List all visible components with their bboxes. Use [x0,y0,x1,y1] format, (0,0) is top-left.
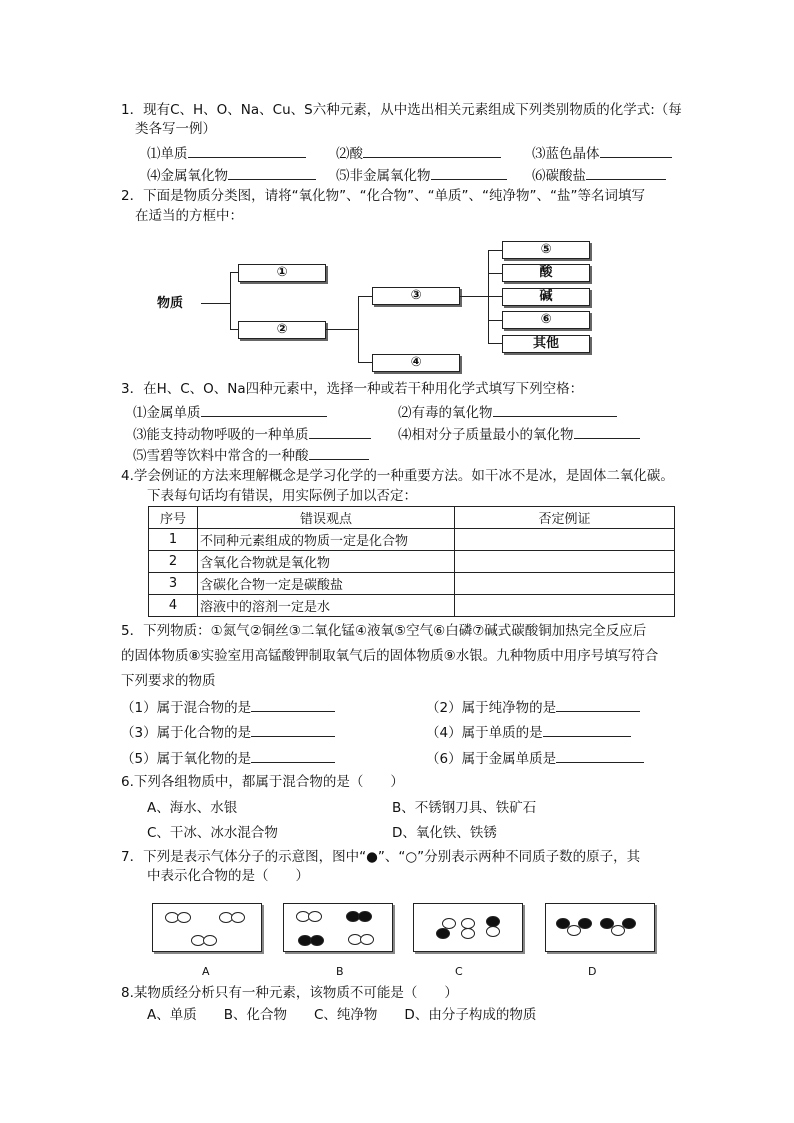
box-6[interactable]: ⑥ [502,311,590,329]
q2-stem: 2．下面是物质分类图，请将“氧化物”、“化合物”、“单质”、“纯净物”、“盐”等名词填写 [121,188,646,204]
q1-item: ⑸非金属氧化物 [336,165,507,185]
q8-stem: 8.某物质经分析只有一种元素，该物质不可能是（ ） [121,985,458,1001]
white-atom [360,934,374,945]
table-row [149,573,675,595]
answer-blank[interactable] [309,424,371,439]
diagram-label-a: A [202,965,210,978]
q6-stem: 6.下列各组物质中，都属于混合物的是（ ） [121,774,404,790]
connector [230,329,238,330]
box-other: 其他 [502,335,590,353]
box-1[interactable]: ① [238,264,326,282]
q3-item: ⑵有毒的氧化物 [398,402,617,422]
answer-blank[interactable] [431,165,507,180]
q3-item: ⑶能支持动物呼吸的一种单质 [133,424,371,444]
box-5[interactable]: ⑤ [502,241,590,259]
answer-blank[interactable] [251,748,335,763]
q3-stem: 3．在H、C、O、Na四种元素中，选择一种或若干种用化学式填写下列空格： [121,381,584,397]
white-atom [177,912,191,923]
q7-stem-cont: 中表示化合物的是（ ） [147,868,309,884]
molecule-diagram-d[interactable] [545,903,655,952]
q5-item: （2）属于纯净物的是 [426,697,640,717]
answer-blank[interactable] [251,697,335,712]
black-atom [578,918,592,929]
answer-blank[interactable] [543,722,631,737]
answer-blank[interactable] [493,402,617,417]
white-atom [231,912,245,923]
answer-blank[interactable] [309,445,369,460]
q1-stem-cont: 类各写一例） [135,121,216,137]
counter-example-cell[interactable] [455,573,675,595]
q5-stem-cont: 下列要求的物质 [121,673,216,689]
q5-item: （5）属于氧化物的是 [121,748,335,768]
table-row [149,595,675,617]
connector [358,362,372,363]
wrong-view: 溶液中的溶剂一定是水 [198,595,455,617]
box-base: 碱 [502,288,590,306]
q5-stem-cont: 的固体物质⑧实验室用高锰酸钾制取氧气后的固体物质⑨水银。九种物质中用序号填写符合 [121,648,659,664]
molecule-diagram-c[interactable] [413,903,523,952]
connector [488,296,502,297]
table-row [149,529,675,551]
white-atom [308,911,322,922]
table-header-row [149,507,675,529]
q5-item: （4）属于单质的是 [426,722,631,742]
counter-example-cell[interactable] [455,529,675,551]
root-label: 物质 [157,296,184,311]
q4-stem-cont: 下表每句话均有错误，用实际例子加以否定： [147,488,417,504]
row-number: 1 [149,529,198,551]
molecule-diagram-b[interactable] [283,903,393,952]
connector [326,329,358,330]
black-atom [358,911,372,922]
q1-stem: 1．现有C、H、O、Na、Cu、S六种元素，从中选出相关元素组成下列类别物质的化学式:（每 [121,102,682,118]
answer-blank[interactable] [228,165,316,180]
answer-blank[interactable] [251,722,335,737]
q1-item: ⑷金属氧化物 [147,165,316,185]
col-header: 否定例证 [455,507,675,529]
white-atom [203,935,217,946]
connector [488,320,502,321]
row-number: 4 [149,595,198,617]
q3-item: ⑸雪碧等饮料中常含的一种酸 [133,445,369,465]
diagram-label-b: B [336,965,344,978]
q2-stem-cont: 在适当的方框中： [135,208,243,224]
counter-example-cell[interactable] [455,551,675,573]
q3-item: ⑴金属单质 [133,402,327,422]
connector [230,272,238,273]
connector [358,296,372,297]
wrong-view: 含氧化合物就是氧化物 [198,551,455,573]
answer-blank[interactable] [363,143,501,158]
q5-item: （3）属于化合物的是 [121,722,335,742]
q4-stem: 4.学会例证的方法来理解概念是学习化学的一种重要方法。如干冰不是冰，是固体二氧化碳。 [121,468,674,484]
answer-blank[interactable] [201,402,327,417]
error-table [148,506,675,617]
connector [488,250,502,251]
counter-example-cell[interactable] [455,595,675,617]
option-b[interactable]: B、不锈钢刀具、铁矿石 [392,800,537,816]
row-number: 2 [149,551,198,573]
box-4[interactable]: ④ [372,354,460,372]
q5-stem: 5．下列物质：①氮气②铜丝③二氧化锰④液氧⑤空气⑥白磷⑦碱式碳酸铜加热完全反应后 [121,623,647,639]
black-atom [622,918,636,929]
connector [460,296,488,297]
answer-blank[interactable] [574,424,640,439]
option-a[interactable]: A、海水、水银 [147,800,238,816]
black-atom [436,928,450,939]
row-number: 3 [149,573,198,595]
answer-blank[interactable] [556,748,644,763]
box-2[interactable]: ② [238,321,326,339]
diagram-label-d: D [588,965,597,978]
box-3[interactable]: ③ [372,287,460,305]
wrong-view: 不同种元素组成的物质一定是化合物 [198,529,455,551]
q1-item: ⑹碳酸盐 [532,165,666,185]
connector [488,343,502,344]
diagram-label-c: C [455,965,463,978]
q1-item: ⑵酸 [336,143,501,163]
box-acid: 酸 [502,264,590,282]
connector [201,303,230,304]
q1-item: ⑴单质 [147,143,306,163]
q3-item: ⑷相对分子质量最小的氧化物 [398,424,640,444]
col-header: 序号 [149,507,198,529]
white-atom [461,928,475,939]
answer-blank[interactable] [586,165,666,180]
col-header: 错误观点 [198,507,455,529]
connector [358,296,359,362]
answer-blank[interactable] [600,143,672,158]
answer-blank[interactable] [556,697,640,712]
answer-blank[interactable] [188,143,306,158]
q8-options: A、单质 B、化合物 C、纯净物 D、由分子构成的物质 [147,1007,537,1023]
option-c[interactable]: C、干冰、冰水混合物 [147,825,278,841]
connector [230,272,231,329]
q7-stem: 7．下列是表示气体分子的示意图，图中“●”、“○”分别表示两种不同质子数的原子，其 [121,849,641,865]
white-atom [486,926,500,937]
black-atom [310,935,324,946]
molecule-diagram-a[interactable] [152,903,262,952]
option-d[interactable]: D、氧化铁、铁锈 [392,825,497,841]
q5-item: （1）属于混合物的是 [121,697,335,717]
q1-item: ⑶蓝色晶体 [532,143,672,163]
connector [488,273,502,274]
table-row [149,551,675,573]
q5-item: （6）属于金属单质是 [426,748,644,768]
wrong-view: 含碳化合物一定是碳酸盐 [198,573,455,595]
